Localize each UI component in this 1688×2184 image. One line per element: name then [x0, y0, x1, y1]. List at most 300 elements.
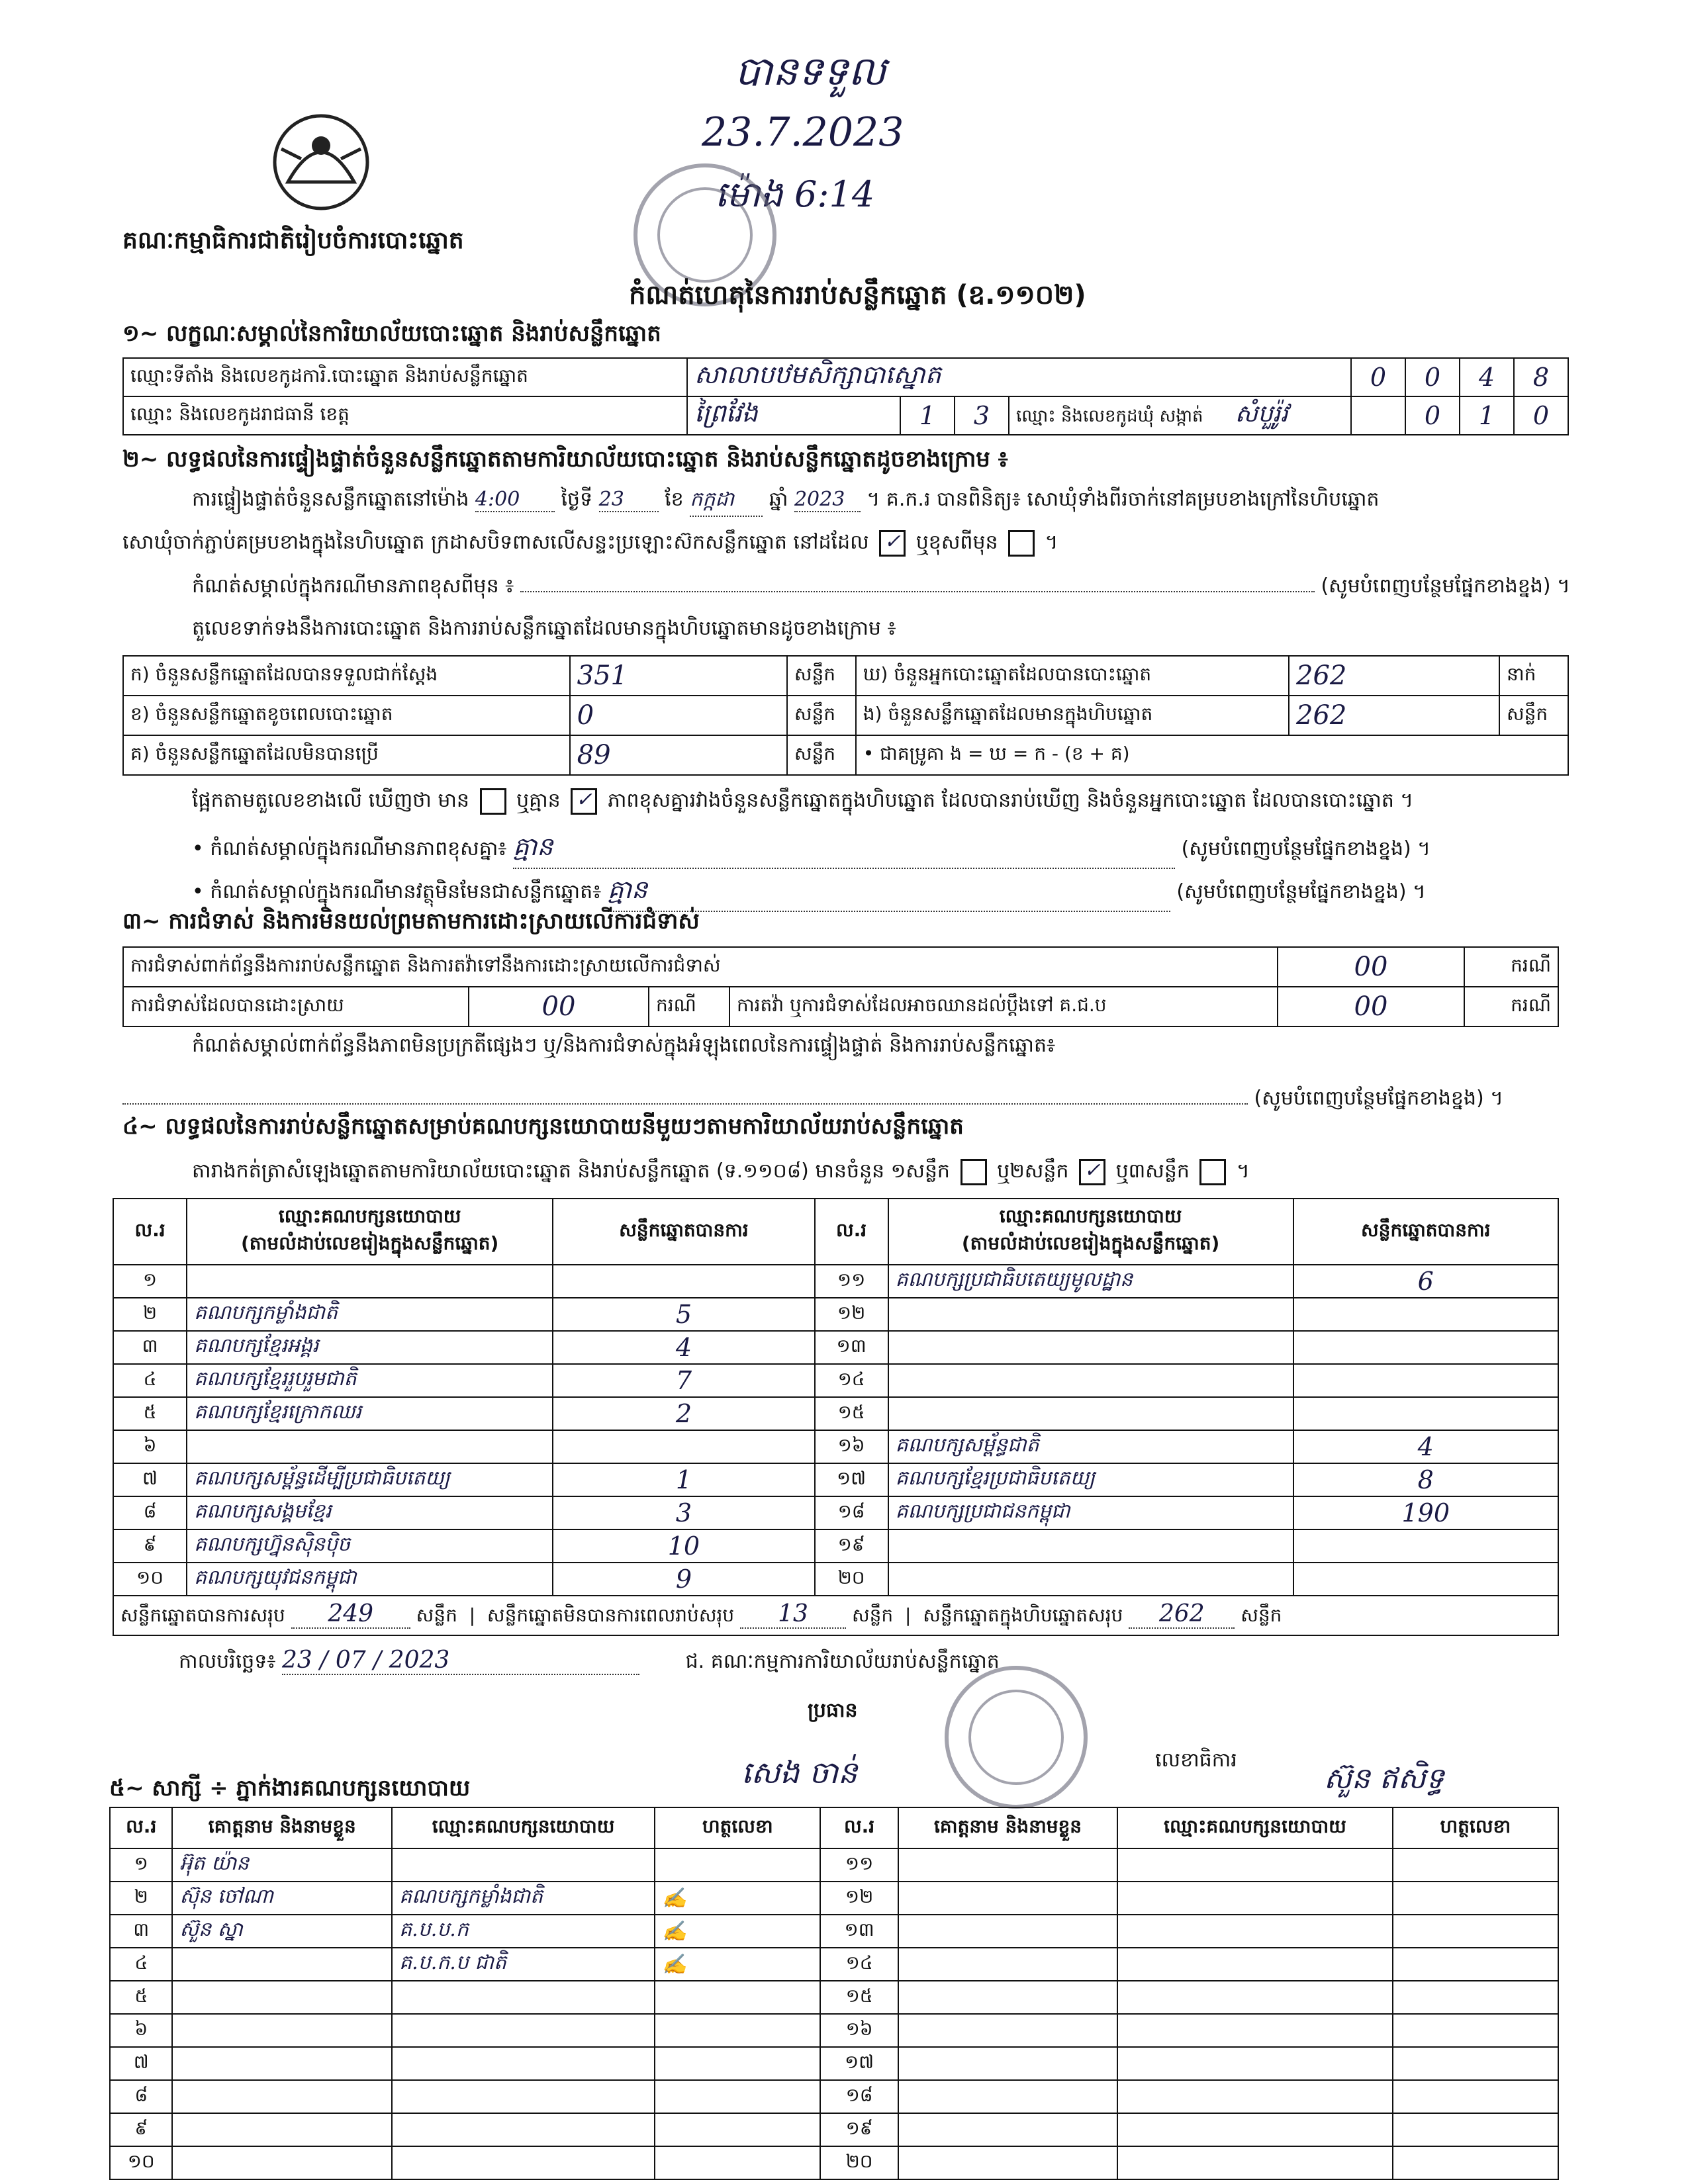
code-digit: 1	[900, 396, 955, 435]
verify-year: 2023	[794, 488, 861, 512]
witness-row	[110, 1882, 1558, 1915]
col-votes: សន្លឹកឆ្នោតបានការ	[553, 1199, 814, 1265]
row-number: ៧	[110, 2047, 172, 2080]
vote-count: 190	[1293, 1496, 1558, 1529]
vote-count	[553, 1265, 814, 1298]
vote-row	[113, 1298, 1558, 1331]
witness-name	[898, 2080, 1118, 2113]
row-number: ១៨	[815, 1496, 888, 1529]
vote-count: 10	[553, 1529, 814, 1563]
row-number: ១៩	[815, 1529, 888, 1563]
party-name	[888, 1397, 1293, 1430]
party-name: គណបក្សខ្មែរប្រជាធិបតេយ្យ	[888, 1463, 1293, 1496]
col-name: គោត្តនាម និងនាមខ្លួន	[172, 1807, 392, 1848]
witness-name	[898, 2047, 1118, 2080]
party-name	[888, 1563, 1293, 1596]
section3-heading: ៣~ ការជំទាស់ និងការមិនយល់ព្រមតាមការដោះស្រាយលើការជំទាស់	[122, 908, 700, 934]
section1-table	[122, 357, 1569, 435]
witness-table	[109, 1807, 1559, 2180]
witness-row	[110, 1915, 1558, 1948]
lock-end: ។	[1045, 531, 1058, 554]
col-name: គោត្តនាម និងនាមខ្លួន	[898, 1807, 1118, 1848]
discrepancy-text-end: ភាពខុសគ្នារវាងចំនួនសន្លឹកឆ្នោតក្នុងហិបឆ្នោត ដែលបានរាប់ឃើញ និងចំនួនអ្នកបោះឆ្នោត ដែលបានបោះឆ្នោត ។	[607, 789, 1414, 812]
unit: ករណី	[1464, 987, 1558, 1026]
witness-signature	[1393, 2080, 1558, 2113]
witness-signature	[1393, 2047, 1558, 2080]
unit: សន្លឹក	[787, 735, 856, 775]
vote-row	[113, 1529, 1558, 1563]
vote-count: 9	[553, 1563, 814, 1596]
unit: សន្លឹក	[416, 1604, 457, 1626]
vote-row	[113, 1265, 1558, 1298]
station-label: ឈ្មោះទីតាំង និងលេខកូដការិ.បោះឆ្នោត និងរាប់សន្លឹកឆ្នោត	[123, 358, 687, 396]
diff-remark-line	[192, 831, 1569, 869]
witness-signature	[1393, 1981, 1558, 2014]
row-number: ១៦	[820, 2014, 898, 2047]
vote-count: 2	[553, 1397, 814, 1430]
witness-name: ស៊ួន ស្នា	[172, 1915, 392, 1948]
vote-count: 3	[553, 1496, 814, 1529]
total-box-label: សន្លឹកឆ្នោតក្នុងហិបឆ្នោតសរុប	[923, 1604, 1123, 1626]
has-diff-checkbox[interactable]	[480, 788, 506, 815]
row-number: ៣	[113, 1331, 187, 1364]
party-name: គណបក្សសម្ព័ន្ធដើម្បីប្រជាធិបតេយ្យ	[187, 1463, 553, 1496]
org-name: គណៈកម្មាធិការជាតិរៀបចំការបោះឆ្នោត	[122, 227, 464, 254]
row-number: ៧	[113, 1463, 187, 1496]
date-value: 23 / 07 / 2023	[282, 1647, 639, 1675]
secretary-signature: ស៊ួន ឥសិទ្ធ	[1324, 1762, 1444, 1796]
total-invalid-value: 13	[740, 1600, 846, 1629]
date-line	[179, 1647, 1000, 1678]
fill-back-note: (សូមបំពេញបន្ថែមផ្នែកខាងខ្នង) ។	[1254, 1087, 1503, 1110]
one-sheet-checkbox[interactable]	[961, 1159, 987, 1185]
committee-label: ជ. គណៈកម្មការការិយាល័យរាប់សន្លឹកឆ្នោត	[685, 1650, 1000, 1673]
irregularity-note	[192, 1032, 1569, 1062]
witness-name	[898, 1915, 1118, 1948]
witness-party	[392, 2113, 655, 2146]
diff-remark-label: • កំណត់សម្គាល់ក្នុងករណីមានភាពខុសគ្នា៖	[192, 837, 507, 860]
row-number: ១៤	[820, 1948, 898, 1981]
col-party-sub: (តាមលំដាប់លេខរៀងក្នុងសន្លឹកឆ្នោត)	[240, 1232, 499, 1254]
row-number: ១២	[815, 1298, 888, 1331]
col-party-text: ឈ្មោះគណបក្សនយោបាយ	[999, 1205, 1182, 1227]
verify-text: ការផ្ទៀងផ្ទាត់ចំនួនសន្លឹកឆ្នោតនៅម៉ោង	[192, 488, 469, 511]
received-date: 23.7.2023	[702, 109, 904, 156]
row-number: ១	[113, 1265, 187, 1298]
two-sheet-label: ឬ២សន្លឹក	[997, 1160, 1069, 1183]
witness-signature	[1393, 1882, 1558, 1915]
witness-party	[1117, 2014, 1392, 2047]
witness-party	[392, 2146, 655, 2179]
vote-row	[113, 1430, 1558, 1463]
party-name: គណបក្សខ្មែររួបរួមជាតិ	[187, 1364, 553, 1397]
party-name: គណបក្សប្រជាជនកម្ពុជា	[888, 1496, 1293, 1529]
vote-count	[1293, 1364, 1558, 1397]
votes-table	[113, 1198, 1559, 1636]
vote-count	[553, 1430, 814, 1463]
three-sheet-checkbox[interactable]	[1199, 1159, 1226, 1185]
party-name: គណបក្សខ្មែរក្រោកឈរ	[187, 1397, 553, 1430]
changed-label: ឬខុសពីមុន	[915, 531, 998, 554]
code-digit: 0	[1405, 358, 1460, 396]
no-diff-label: ឬគ្មាន	[516, 789, 561, 812]
unit: សន្លឹក	[787, 696, 856, 735]
witness-party	[1117, 1848, 1392, 1882]
unit: ករណី	[649, 987, 729, 1026]
vote-count: 1	[553, 1463, 814, 1496]
two-sheet-checkbox[interactable]: ✓	[1079, 1159, 1105, 1185]
total-valid-value: 249	[291, 1600, 410, 1629]
row-number: ១៣	[820, 1915, 898, 1948]
commune-label	[1009, 396, 1351, 435]
vote-row	[113, 1496, 1558, 1529]
witness-signature	[655, 1981, 820, 2014]
row-number: ៥	[113, 1397, 187, 1430]
col-sign: ហត្ថលេខា	[655, 1807, 820, 1848]
row-number: ១	[110, 1848, 172, 1882]
witness-name	[172, 1948, 392, 1981]
witness-party	[1117, 1882, 1392, 1915]
section5-heading: ៥~ សាក្សី ÷ ភ្នាក់ងារគណបក្សនយោបាយ	[109, 1775, 471, 1801]
unit: នាក់	[1499, 656, 1568, 696]
appeal-value: 00	[1278, 987, 1464, 1026]
unused-ballots-value: 89	[570, 735, 787, 775]
witness-name: អ៊ុត យ៉ាន	[172, 1848, 392, 1882]
committee-seal-icon	[940, 1661, 1092, 1813]
row-number: ១៣	[815, 1331, 888, 1364]
witness-name	[172, 1981, 392, 2014]
code-digit: 0	[1351, 358, 1405, 396]
witness-party	[1117, 1915, 1392, 1948]
code-digit: 4	[1460, 358, 1514, 396]
date-label: កាលបរិច្ឆេទ៖	[179, 1650, 276, 1673]
witness-signature	[655, 2080, 820, 2113]
resolved-value: 00	[469, 987, 649, 1026]
lock-text: សោឃុំចាក់ភ្ជាប់គម្របខាងក្នុងនៃហិបឆ្នោត ក្រដាសបិទពាសលើសន្ទះប្រឡោះស៊កសន្លឹកឆ្នោត នៅដដែល	[122, 531, 869, 554]
row-number: ២០	[815, 1563, 888, 1596]
complaints-table	[122, 946, 1559, 1027]
diff-note-line	[192, 573, 1569, 602]
witness-party	[1117, 1948, 1392, 1981]
changed-checkbox[interactable]	[1008, 530, 1035, 557]
vote-row	[113, 1331, 1558, 1364]
witness-signature	[1393, 2146, 1558, 2179]
row-number: ៤	[110, 1948, 172, 1981]
diff-note-fill[interactable]	[520, 591, 1315, 592]
col-party: ឈ្មោះគណបក្សនយោបាយ	[1117, 1807, 1392, 1848]
col-no: ល.រ	[820, 1807, 898, 1848]
lock-line	[122, 529, 1058, 559]
row-number: ១០	[110, 2146, 172, 2179]
party-name: គណបក្សកម្លាំងជាតិ	[187, 1298, 553, 1331]
verify-text-end: ។ គ.ក.រ បានពិនិត្យ៖ សោឃុំទាំងពីរចាក់នៅគម្របខាងក្រៅនៃហិបឆ្នោត	[867, 488, 1380, 511]
section2-heading: ២~ លទ្ធផលនៃការផ្ទៀងផ្ទាត់ចំនួនសន្លឹកឆ្នោតតាមការិយាល័យបោះឆ្នោត និងរាប់សន្លឹកឆ្នោតដូចខាងក្រោម ៖	[122, 446, 1008, 473]
vote-count: 6	[1293, 1265, 1558, 1298]
party-name: គណបក្សសម្ព័ន្ធជាតិ	[888, 1430, 1293, 1463]
row-number: ១៧	[820, 2047, 898, 2080]
vote-row	[113, 1463, 1558, 1496]
total-box-value: 262	[1129, 1600, 1235, 1629]
form-title: កំណត់ហេតុនៃការរាប់សន្លឹកឆ្នោត (ឧ.១១០២)	[629, 280, 1086, 310]
fill-back-note: (សូមបំពេញបន្ថែមផ្នែកខាងខ្នង) ។	[1176, 880, 1426, 903]
party-name	[187, 1265, 553, 1298]
irregularity-label: កំណត់សម្គាល់ពាក់ព័ន្ធនឹងភាពមិនប្រក្រតីផ្សេងៗ ឬ/និងការជំទាស់ក្នុងអំឡុងពេលនៃការផ្ទៀងផ្ទាត់ និងការរាប់សន្លឹកឆ្នោត៖	[192, 1034, 1056, 1057]
unit: សន្លឹក	[851, 1604, 894, 1626]
vote-row	[113, 1563, 1558, 1596]
totals-row: សន្លឹកឆ្នោតបានការសរុប 249 សន្លឹក | សន្លឹកឆ្នោតមិនបានការពេលរាប់សរុប 13 សន្លឹក | សន្លឹកឆ្នោតក្នុងហិបឆ្នោតសរុប 262 សន្លឹក	[113, 1596, 1558, 1635]
witness-party: គ.ប.ក.ប ជាតិ	[392, 1948, 655, 1981]
witness-signature	[655, 2014, 820, 2047]
diff-note-label: កំណត់សម្គាល់ក្នុងករណីមានភាពខុសពីមុន ៖	[192, 574, 514, 598]
received-time: ម៉ោង 6:14	[715, 173, 875, 215]
vote-count: 7	[553, 1364, 814, 1397]
complaints-total-label: ការជំទាស់ពាក់ព័ន្ធនឹងការរាប់សន្លឹកឆ្នោត និងការតវ៉ាទៅនឹងការដោះស្រាយលើការជំទាស់	[123, 947, 1278, 987]
object-remark-label: • កំណត់សម្គាល់ក្នុងករណីមានវត្ថុមិនមែនជាសន្លឹកឆ្នោត៖	[192, 880, 602, 903]
total-invalid-label: សន្លឹកឆ្នោតមិនបានការពេលរាប់សរុប	[487, 1604, 735, 1626]
witness-name	[172, 2113, 392, 2146]
code-digit: 0	[1514, 396, 1568, 435]
witness-row	[110, 1948, 1558, 1981]
fill-back-note: (សូមបំពេញបន្ថែមផ្នែកខាងខ្នង) ។	[1321, 574, 1570, 598]
spoiled-ballots-label: ខ) ចំនួនសន្លឹកឆ្នោតខូចពេលបោះឆ្នោត	[123, 696, 570, 735]
witness-party	[1117, 2080, 1392, 2113]
sheets-line	[192, 1158, 1250, 1187]
vote-count	[1293, 1563, 1558, 1596]
unit: ករណី	[1464, 947, 1558, 987]
row-number: ១២	[820, 1882, 898, 1915]
party-name: គណបក្សហ្វ៊ុនស៊ិនប៉ិច	[187, 1529, 553, 1563]
voters-value: 262	[1289, 656, 1499, 696]
vote-count: 4	[553, 1331, 814, 1364]
verify-line	[192, 486, 1379, 517]
code-digit: 8	[1514, 358, 1568, 396]
col-no: ល.រ	[110, 1807, 172, 1848]
three-sheet-label: ឬ៣សន្លឹក	[1115, 1160, 1190, 1183]
witness-party	[392, 2014, 655, 2047]
col-party-sub: (តាមលំដាប់លេខរៀងក្នុងសន្លឹកឆ្នោត)	[961, 1232, 1220, 1254]
station-value: សាលាបឋមសិក្សាបាស្នោត	[687, 358, 1351, 396]
figures-intro: តួលេខទាក់ទងនឹងការបោះឆ្នោត និងការរាប់សន្លឹកឆ្នោតដែលមានក្នុងហិបឆ្នោតមានដូចខាងក្រោម ៖	[192, 617, 896, 640]
fill-back-note: (សូមបំពេញបន្ថែមផ្នែកខាងខ្នង) ។	[1181, 837, 1431, 860]
province-label: ឈ្មោះ និងលេខកូដរាជធានី ខេត្ត	[123, 396, 687, 435]
witness-name	[898, 2146, 1118, 2179]
section1-heading: ១~ លក្ខណៈសម្គាល់នៃការិយាល័យបោះឆ្នោត និងរាប់សន្លឹកឆ្នោត	[122, 320, 661, 347]
party-name: គណបក្សខ្មែរអង្គរ	[187, 1331, 553, 1364]
box-ballots-value: 262	[1289, 696, 1499, 735]
vote-count	[1293, 1397, 1558, 1430]
witness-signature	[655, 2113, 820, 2146]
witness-signature: ✍	[655, 1948, 820, 1981]
witness-signature: ✍	[655, 1915, 820, 1948]
witness-party	[1117, 2146, 1392, 2179]
witness-name	[172, 2014, 392, 2047]
verify-month: កក្កដា	[690, 486, 763, 517]
witness-party	[392, 1981, 655, 2014]
col-no: ល.រ	[113, 1199, 187, 1265]
resolved-label: ការជំទាស់ដែលបានដោះស្រាយ	[123, 987, 469, 1026]
sheets-intro: តារាងកត់ត្រាសំឡេងឆ្នោតតាមការិយាល័យបោះឆ្នោត និងរាប់សន្លឹកឆ្នោត (ទ.១១០៨) មានចំនួន ១សន្លឹក	[192, 1160, 950, 1183]
row-number: ២	[110, 1882, 172, 1915]
col-party	[888, 1199, 1293, 1265]
diff-remark-value[interactable]: គ្មាន	[513, 831, 1175, 869]
row-number: ១៩	[820, 2113, 898, 2146]
witness-row	[110, 2080, 1558, 2113]
verify-month-label: ខែ	[665, 488, 684, 511]
witness-party	[1117, 2047, 1392, 2080]
witness-signature	[1393, 1848, 1558, 1882]
witness-party	[1117, 2113, 1392, 2146]
witness-row	[110, 2146, 1558, 2179]
discrepancy-text: ផ្អែកតាមតួលេខខាងលើ ឃើញថា មាន	[192, 789, 469, 812]
complaints-total-value: 00	[1278, 947, 1464, 987]
row-number: ៨	[113, 1496, 187, 1529]
code-digit: 0	[1405, 396, 1460, 435]
witness-signature	[1393, 2014, 1558, 2047]
total-valid-label: សន្លឹកឆ្នោតបានការសរុប	[120, 1604, 285, 1626]
witness-signature	[655, 2146, 820, 2179]
col-votes: សន្លឹកឆ្នោតបានការ	[1293, 1199, 1558, 1265]
witness-row	[110, 2113, 1558, 2146]
verify-day: 23	[599, 488, 659, 512]
row-number: ១៦	[815, 1430, 888, 1463]
code-digit: 3	[955, 396, 1009, 435]
vote-count	[1293, 1331, 1558, 1364]
witness-row	[110, 1848, 1558, 1882]
witness-signature	[1393, 1948, 1558, 1981]
row-number: ១០	[113, 1563, 187, 1596]
received-mark: បានទទួល	[735, 48, 886, 95]
witness-name	[172, 2047, 392, 2080]
sheets-end: ។	[1236, 1160, 1250, 1183]
commune-label-text: ឈ្មោះ និងលេខកូដឃុំ សង្កាត់	[1016, 406, 1203, 426]
received-ballots-label: ក) ចំនួនសន្លឹកឆ្នោតដែលបានទទួលជាក់ស្តែង	[123, 656, 570, 696]
appeal-label: ការតវ៉ា ឬការជំទាស់ដែលអាចឈានដល់ប្តឹងទៅ គ.ជ.ប	[729, 987, 1278, 1026]
unit: សន្លឹក	[787, 656, 856, 696]
commune-value: សំបួរ៉ូវ	[1235, 400, 1288, 428]
row-number: ១៧	[815, 1463, 888, 1496]
row-number: ១១	[820, 1848, 898, 1882]
row-number: ២០	[820, 2146, 898, 2179]
witness-party	[392, 2047, 655, 2080]
col-party: ឈ្មោះគណបក្សនយោបាយ	[392, 1807, 655, 1848]
witness-name	[172, 2146, 392, 2179]
same-checkbox[interactable]: ✓	[879, 530, 906, 557]
unit: សន្លឹក	[1499, 696, 1568, 735]
witness-party	[1117, 1981, 1392, 2014]
witness-row	[110, 2014, 1558, 2047]
received-ballots-value: 351	[570, 656, 787, 696]
witness-signature	[655, 1848, 820, 1882]
witness-row	[110, 1981, 1558, 2014]
discrepancy-line	[192, 788, 1413, 817]
row-number: ៦	[113, 1430, 187, 1463]
formula-note: • ជាគម្រូគា ង = ឃ = ក - (ខ + គ)	[856, 735, 1568, 775]
vote-row	[113, 1397, 1558, 1430]
row-number: ៩	[110, 2113, 172, 2146]
unused-ballots-label: គ) ចំនួនសន្លឹកឆ្នោតដែលមិនបានប្រើ	[123, 735, 570, 775]
voters-label: ឃ) ចំនួនអ្នកបោះឆ្នោតដែលបានបោះឆ្នោត	[856, 656, 1289, 696]
party-name	[888, 1364, 1293, 1397]
party-name: គណបក្សសង្គមខ្មែរ	[187, 1496, 553, 1529]
box-ballots-label: ង) ចំនួនសន្លឹកឆ្នោតដែលមានក្នុងហិបឆ្នោត	[856, 696, 1289, 735]
row-number: ៤	[113, 1364, 187, 1397]
witness-party: គ.ប.ប.ក	[392, 1915, 655, 1948]
row-number: ៥	[110, 1981, 172, 2014]
row-number: ១៨	[820, 2080, 898, 2113]
verify-year-label: ឆ្នាំ	[769, 488, 788, 511]
row-number: ២	[113, 1298, 187, 1331]
witness-name	[172, 2080, 392, 2113]
witness-name	[898, 1948, 1118, 1981]
chair-label: ប្រធាន	[808, 1699, 858, 1722]
code-digit: 1	[1460, 396, 1514, 435]
no-diff-checkbox[interactable]: ✓	[571, 788, 597, 815]
party-name	[187, 1430, 553, 1463]
witness-name	[898, 2014, 1118, 2047]
row-number: ៣	[110, 1915, 172, 1948]
witness-signature: ✍	[655, 1882, 820, 1915]
row-number: ១១	[815, 1265, 888, 1298]
witness-name	[898, 1981, 1118, 2014]
secretary-label: លេខាធិការ	[1155, 1749, 1237, 1772]
party-name	[888, 1298, 1293, 1331]
figures-table	[122, 655, 1569, 776]
nec-emblem-icon	[261, 109, 381, 215]
party-name	[888, 1331, 1293, 1364]
row-number: ៨	[110, 2080, 172, 2113]
col-party	[187, 1199, 553, 1265]
witness-name: ស៊ុន ចៅណា	[172, 1882, 392, 1915]
row-number: ៩	[113, 1529, 187, 1563]
vote-count: 8	[1293, 1463, 1558, 1496]
witness-signature	[655, 2047, 820, 2080]
irregularity-fill-line	[122, 1085, 1572, 1115]
col-party-text: ឈ្មោះគណបក្សនយោបាយ	[278, 1205, 461, 1227]
witness-party	[392, 1848, 655, 1882]
vote-count: 4	[1293, 1430, 1558, 1463]
witness-name	[898, 1882, 1118, 1915]
row-number: ១៥	[820, 1981, 898, 2014]
chair-signature: សេង ចាន់	[741, 1754, 858, 1790]
vote-row	[113, 1364, 1558, 1397]
witness-signature	[1393, 2113, 1558, 2146]
object-remark-value[interactable]: គ្មាន	[608, 874, 1170, 912]
witness-name	[898, 2113, 1118, 2146]
province-value: ព្រៃវែង	[687, 396, 900, 435]
row-number: ៦	[110, 2014, 172, 2047]
witness-signature	[1393, 1915, 1558, 1948]
row-number: ១៤	[815, 1364, 888, 1397]
col-no: ល.រ	[815, 1199, 888, 1265]
witness-party: គណបក្សកម្លាំងជាតិ	[392, 1882, 655, 1915]
vote-count	[1293, 1298, 1558, 1331]
col-sign: ហត្ថលេខា	[1393, 1807, 1558, 1848]
witness-row	[110, 2047, 1558, 2080]
irregularity-fill[interactable]	[122, 1103, 1248, 1105]
party-name: គណបក្សប្រជាធិបតេយ្យមូលដ្ឋាន	[888, 1265, 1293, 1298]
party-name: គណបក្សយុវជនកម្ពុជា	[187, 1563, 553, 1596]
verify-day-label: ថ្ងៃទី	[561, 488, 593, 511]
vote-count	[1293, 1529, 1558, 1563]
section4-heading: ៤~ លទ្ធផលនៃការរាប់សន្លឹកឆ្នោតសម្រាប់គណបក្សនយោបាយនីមួយៗតាមការិយាល័យរាប់សន្លឹកឆ្នោត	[122, 1113, 964, 1140]
unit: សន្លឹក	[1241, 1604, 1282, 1626]
vote-count: 5	[553, 1298, 814, 1331]
party-name	[888, 1529, 1293, 1563]
spoiled-ballots-value: 0	[570, 696, 787, 735]
row-number: ១៥	[815, 1397, 888, 1430]
witness-name	[898, 1848, 1118, 1882]
witness-party	[392, 2080, 655, 2113]
